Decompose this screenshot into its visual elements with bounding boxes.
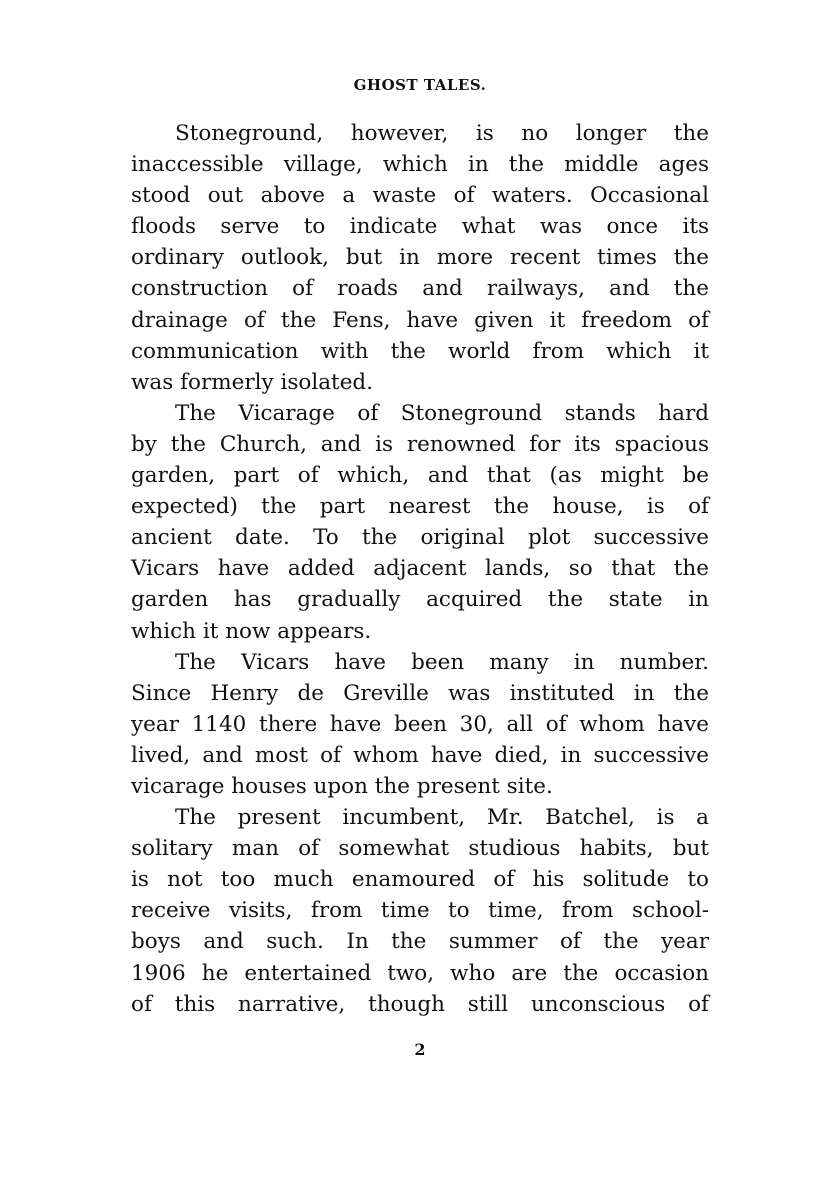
text-line: Since Henry de Greville was instituted in the xyxy=(131,680,709,706)
paragraph xyxy=(131,118,709,398)
text-line: solitary man of somewhat studious habits, but xyxy=(131,836,709,862)
text-line: vicarage houses upon the present site. xyxy=(131,773,553,799)
text-line: which it now appears. xyxy=(131,618,372,644)
text-line: year 1140 there have been 30, all of whom have xyxy=(131,711,709,737)
text-line: Vicars have added adjacent lands, so that the xyxy=(131,556,709,582)
text-line: stood out above a waste of waters. Occasional xyxy=(131,183,709,209)
paragraph xyxy=(131,398,709,647)
text-line: ancient date. To the original plot successive xyxy=(131,525,709,551)
page-number: 2 xyxy=(414,1040,426,1059)
text-line: The Vicarage of Stoneground stands hard xyxy=(175,400,709,426)
body-text xyxy=(131,118,709,1020)
running-head: GHOST TALES. xyxy=(353,76,487,94)
text-line: is not too much enamoured of his solitude to xyxy=(131,867,709,893)
text-line: The Vicars have been many in number. xyxy=(175,649,709,675)
text-line: garden, part of which, and that (as might be xyxy=(131,463,709,489)
text-line: garden has gradually acquired the state in xyxy=(131,587,709,613)
text-line: lived, and most of whom have died, in successive xyxy=(131,742,709,768)
paragraph xyxy=(131,647,709,802)
text-line: drainage of the Fens, have given it freedom of xyxy=(131,307,709,333)
text-line: construction of roads and railways, and the xyxy=(131,276,709,302)
text-line: was formerly isolated. xyxy=(131,369,374,395)
text-line: ordinary outlook, but in more recent times the xyxy=(131,245,709,271)
text-line: communication with the world from which it xyxy=(131,338,709,364)
text-line: The present incumbent, Mr. Batchel, is a xyxy=(175,805,709,831)
text-line: Stoneground, however, is no longer the xyxy=(175,121,709,146)
text-line: inaccessible village, which in the middle ages xyxy=(131,152,709,178)
text-line: floods serve to indicate what was once its xyxy=(131,214,709,240)
paragraph xyxy=(131,802,709,1020)
text-line: of this narrative, though still unconscious of xyxy=(131,991,709,1017)
text-line: expected) the part nearest the house, is of xyxy=(131,494,709,520)
text-line: by the Church, and is renowned for its spacious xyxy=(131,431,709,457)
text-line: 1906 he entertained two, who are the occasion xyxy=(131,960,709,986)
text-line: receive visits, from time to time, from school- xyxy=(131,898,709,924)
text-line: boys and such. In the summer of the year xyxy=(131,929,709,955)
